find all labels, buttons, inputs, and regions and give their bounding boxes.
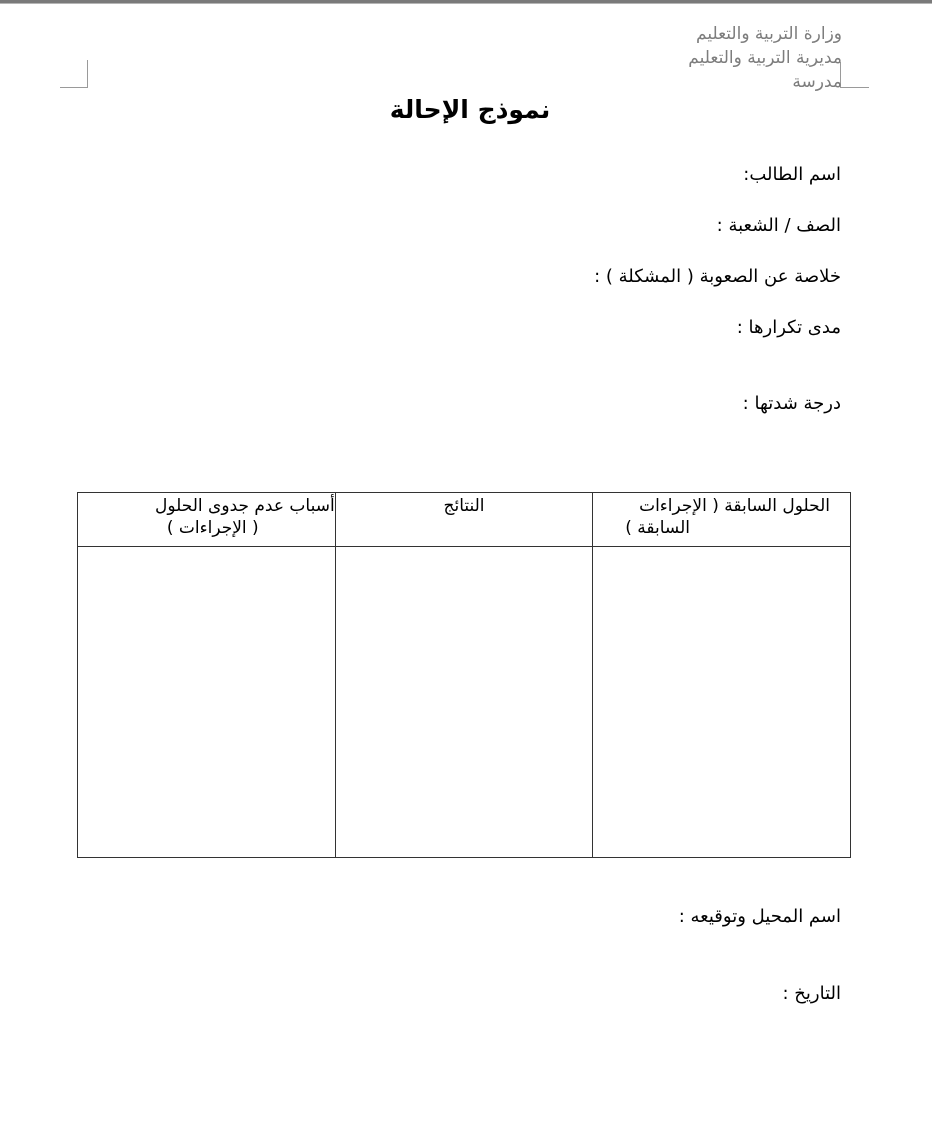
referral-table (77, 492, 851, 858)
window-top-border (0, 0, 932, 4)
referrer-name-signature-field[interactable]: اسم المحيل وتوقيعه : (678, 906, 841, 927)
cell-results[interactable] (335, 547, 593, 858)
crop-mark-right (840, 62, 869, 88)
column-header-line: النتائج (443, 496, 485, 516)
table-header-row (78, 493, 851, 547)
class-section-field[interactable]: الصف / الشعبة : (716, 215, 841, 236)
crop-mark-left (60, 60, 88, 88)
school-name: مدرسة (792, 72, 842, 92)
column-header-line: ( الإجراءات ) (166, 518, 259, 538)
frequency-field[interactable]: مدى تكرارها : (736, 317, 841, 338)
column-header-line: أسباب عدم جدوى الحلول (155, 496, 335, 516)
date-field[interactable]: التاريخ : (782, 983, 841, 1004)
column-header-line: السابقة ) (625, 518, 690, 538)
table-row (78, 547, 851, 858)
column-header-previous-solutions (593, 493, 851, 547)
cell-previous-solutions[interactable] (593, 547, 851, 858)
ministry-name: وزارة التربية والتعليم (696, 24, 842, 44)
column-header-results (335, 493, 593, 547)
difficulty-summary-field[interactable]: خلاصة عن الصعوبة ( المشكلة ) : (594, 266, 841, 287)
cell-reasons-ineffective[interactable] (78, 547, 336, 858)
page-title: نموذج الإحالة (389, 95, 551, 124)
document-header (688, 22, 842, 94)
column-header-reasons-ineffective (78, 493, 336, 547)
directorate-name: مديرية التربية والتعليم (688, 48, 842, 68)
student-name-field[interactable]: اسم الطالب: (743, 164, 841, 185)
column-header-line: الحلول السابقة ( الإجراءات (639, 496, 830, 516)
severity-field[interactable]: درجة شدتها : (742, 393, 841, 414)
